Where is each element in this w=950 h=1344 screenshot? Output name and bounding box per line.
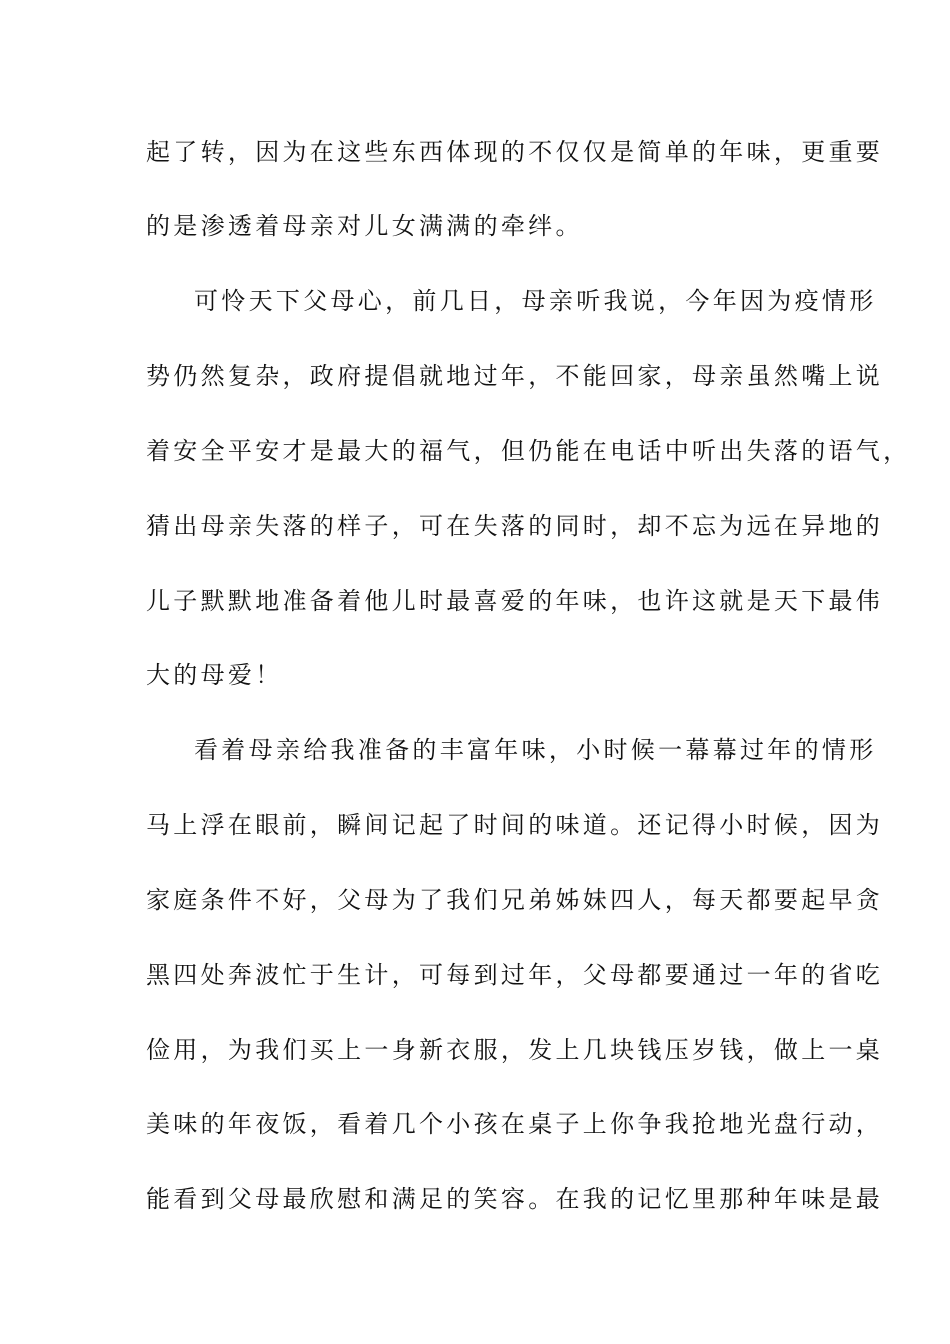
text-line: 美味的年夜饭，看着几个小孩在桌子上你争我抢地光盘行动， — [146, 1110, 884, 1138]
text-line: 黑四处奔波忙于生计，可每到过年，父母都要通过一年的省吃 — [146, 961, 884, 989]
text-line: 能看到父母最欣慰和满足的笑容。在我的记忆里那种年味是最 — [146, 1185, 884, 1213]
text-line: 着安全平安才是最大的福气，但仍能在电话中听出失落的语气， — [146, 437, 911, 465]
paragraph-first-line: 看着母亲给我准备的丰富年味，小时候一幕幕过年的情形 — [194, 736, 877, 764]
text-line: 的是渗透着母亲对儿女满满的牵绊。 — [146, 212, 583, 240]
text-line: 儿子默默地准备着他儿时最喜爱的年味，也许这就是天下最伟 — [146, 587, 884, 615]
text-line: 马上浮在眼前，瞬间记起了时间的味道。还记得小时候，因为 — [146, 811, 884, 839]
text-line: 家庭条件不好，父母为了我们兄弟姊妹四人，每天都要起早贪 — [146, 886, 884, 914]
text-line: 势仍然复杂，政府提倡就地过年，不能回家，母亲虽然嘴上说 — [146, 362, 884, 390]
paragraph-first-line: 可怜天下父母心，前几日，母亲听我说，今年因为疫情形 — [194, 287, 877, 315]
text-line: 大的母爱！ — [146, 661, 283, 689]
text-line: 起了转，因为在这些东西体现的不仅仅是简单的年味，更重要 — [146, 138, 884, 166]
text-line: 猜出母亲失落的样子，可在失落的同时，却不忘为远在异地的 — [146, 512, 884, 540]
text-line: 俭用，为我们买上一身新衣服，发上几块钱压岁钱，做上一桌 — [146, 1036, 884, 1064]
